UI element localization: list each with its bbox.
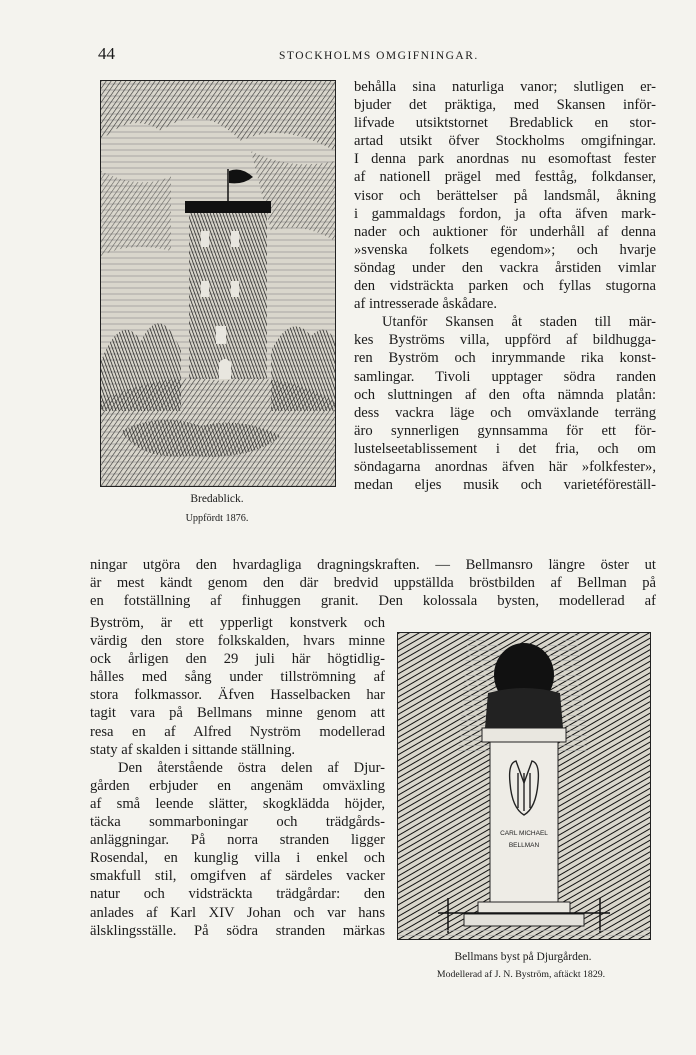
text-line: anlades af Karl XIV Johan och var hans (90, 904, 385, 921)
text-line: anläggningar. På norra stranden ligger (90, 832, 385, 849)
text-line: dess vackra läge och omväxlande terräng (354, 404, 656, 421)
text-line: visor och berättelser på landsmål, åkning (354, 187, 656, 204)
tower-engraving (101, 81, 335, 486)
text-line: ren Byström och inrymmande rika konst- (354, 350, 656, 367)
text-line: i gammaldags fordon, ja ofta äfven mark- (354, 205, 656, 222)
text-line: ningar utgöra den hvardagliga dragningskraften. — Bellmansro längre öster ut (90, 557, 656, 573)
figure1-caption-title: Bredablick. (190, 493, 244, 505)
bust-engraving (398, 633, 650, 939)
text-line: af intresserade åskådare. (354, 296, 498, 313)
text-line: resa en af Alfred Nyström modellerad (90, 723, 385, 740)
text-line: äro synnerligen gynnsamma för ett för- (354, 422, 656, 439)
text-line-indented (354, 313, 656, 331)
plinth-inscription-line2: BELLMAN (508, 842, 540, 849)
text-line: är mest kändt genom den där bredvid uppställda bröstbilden af Bellman på (90, 575, 656, 592)
text-line: en fotställning af finhuggen granit. Den kolossala bysten, modellerad af (90, 593, 656, 610)
text-line: söndag under den vackra årstiden vimlar (354, 259, 656, 276)
bredablick-illustration (100, 80, 336, 487)
figure2-caption-sub: Modellerad af J. N. Byström, aftäckt 1829. (436, 969, 606, 980)
text-line: värdig den store folkskalden, hvars minne (90, 633, 385, 650)
text-line: och sluttningen af den ofta nämnda platån: (354, 386, 656, 403)
text-line: hålles med sång under tillströmning af (90, 669, 385, 686)
text-line: lustelseetablissement i det fria, och om (354, 440, 656, 457)
text-line-content: Utanför Skansen åt staden till mär- (382, 314, 656, 331)
plinth-inscription-line1: CARL MICHAEL (500, 830, 548, 837)
text-line-indented (90, 759, 385, 777)
text-line: Rosendal, en kunglig villa i enkel och (90, 850, 385, 867)
text-line: smakfull stil, omgifven af särdeles vacker (90, 868, 385, 885)
bellman-bust-illustration (397, 632, 651, 940)
text-line: täcka sommarboningar och trädgårds- (90, 814, 385, 831)
text-line: af små leende slätter, skogklädda höjder, (90, 795, 385, 812)
text-line: behålla sina naturliga vanor; slutligen er- (354, 79, 656, 95)
text-line: gården erbjuder en angenäm omväxling (90, 777, 385, 794)
page-number: 44 (98, 44, 115, 63)
paragraph-top-right (354, 78, 656, 494)
text-line: söndagarna anordnas äfven här »folkfester», (354, 458, 656, 475)
figure2-caption-title: Bellmans byst på Djurgården. (454, 951, 592, 963)
text-line: den vidsträckta parken och fyllas stugorna (354, 278, 656, 295)
text-line: samlingar. Tivoli upptager södra randen (354, 368, 656, 385)
text-line: bjuder det präktiga, med Skansen inför- (354, 97, 656, 114)
text-line: stora folkmassor. Äfven Hasselbacken har (90, 687, 385, 704)
text-line: Byström, är ett ypperligt konstverk och (90, 615, 385, 631)
text-line: älsklingsställe. På södra stranden märkas (90, 922, 385, 939)
text-line-content: Den återstående östra delen af Djur- (118, 759, 385, 776)
text-line: kes Byströms villa, uppförd af bildhugga- (354, 332, 656, 349)
text-line: lifvade utsiktstornet Bredablick en stor- (354, 115, 656, 132)
text-line: af nationell prägel med festtåg, folkdanser, (354, 169, 656, 186)
text-line: I denna park anordnas nu esomoftast fester (354, 151, 656, 168)
text-line: artad utsikt öfver Stockholms omgifningar. (354, 133, 656, 150)
paragraph-bottom-left (90, 614, 385, 940)
text-line: natur och vidsträckta trädgårdar: den (90, 886, 385, 903)
figure1-caption-sub: Uppfördt 1876. (185, 513, 249, 524)
text-line: tagit vara på Bellmans minne genom att (90, 705, 385, 722)
text-line: medan eljes musik och varietéföreställ- (354, 477, 656, 494)
text-line: nader och auktioner för underhåll af denna (354, 223, 656, 240)
running-title: STOCKHOLMS OMGIFNINGAR. (279, 50, 479, 62)
paragraph-full-width (90, 556, 656, 610)
text-line: ock årligen den 29 juli här högtidlig- (90, 651, 385, 668)
text-line: »svenska folkets egendom»; och hvarje (354, 241, 656, 258)
text-line: staty af skalden i sittande ställning. (90, 741, 296, 758)
